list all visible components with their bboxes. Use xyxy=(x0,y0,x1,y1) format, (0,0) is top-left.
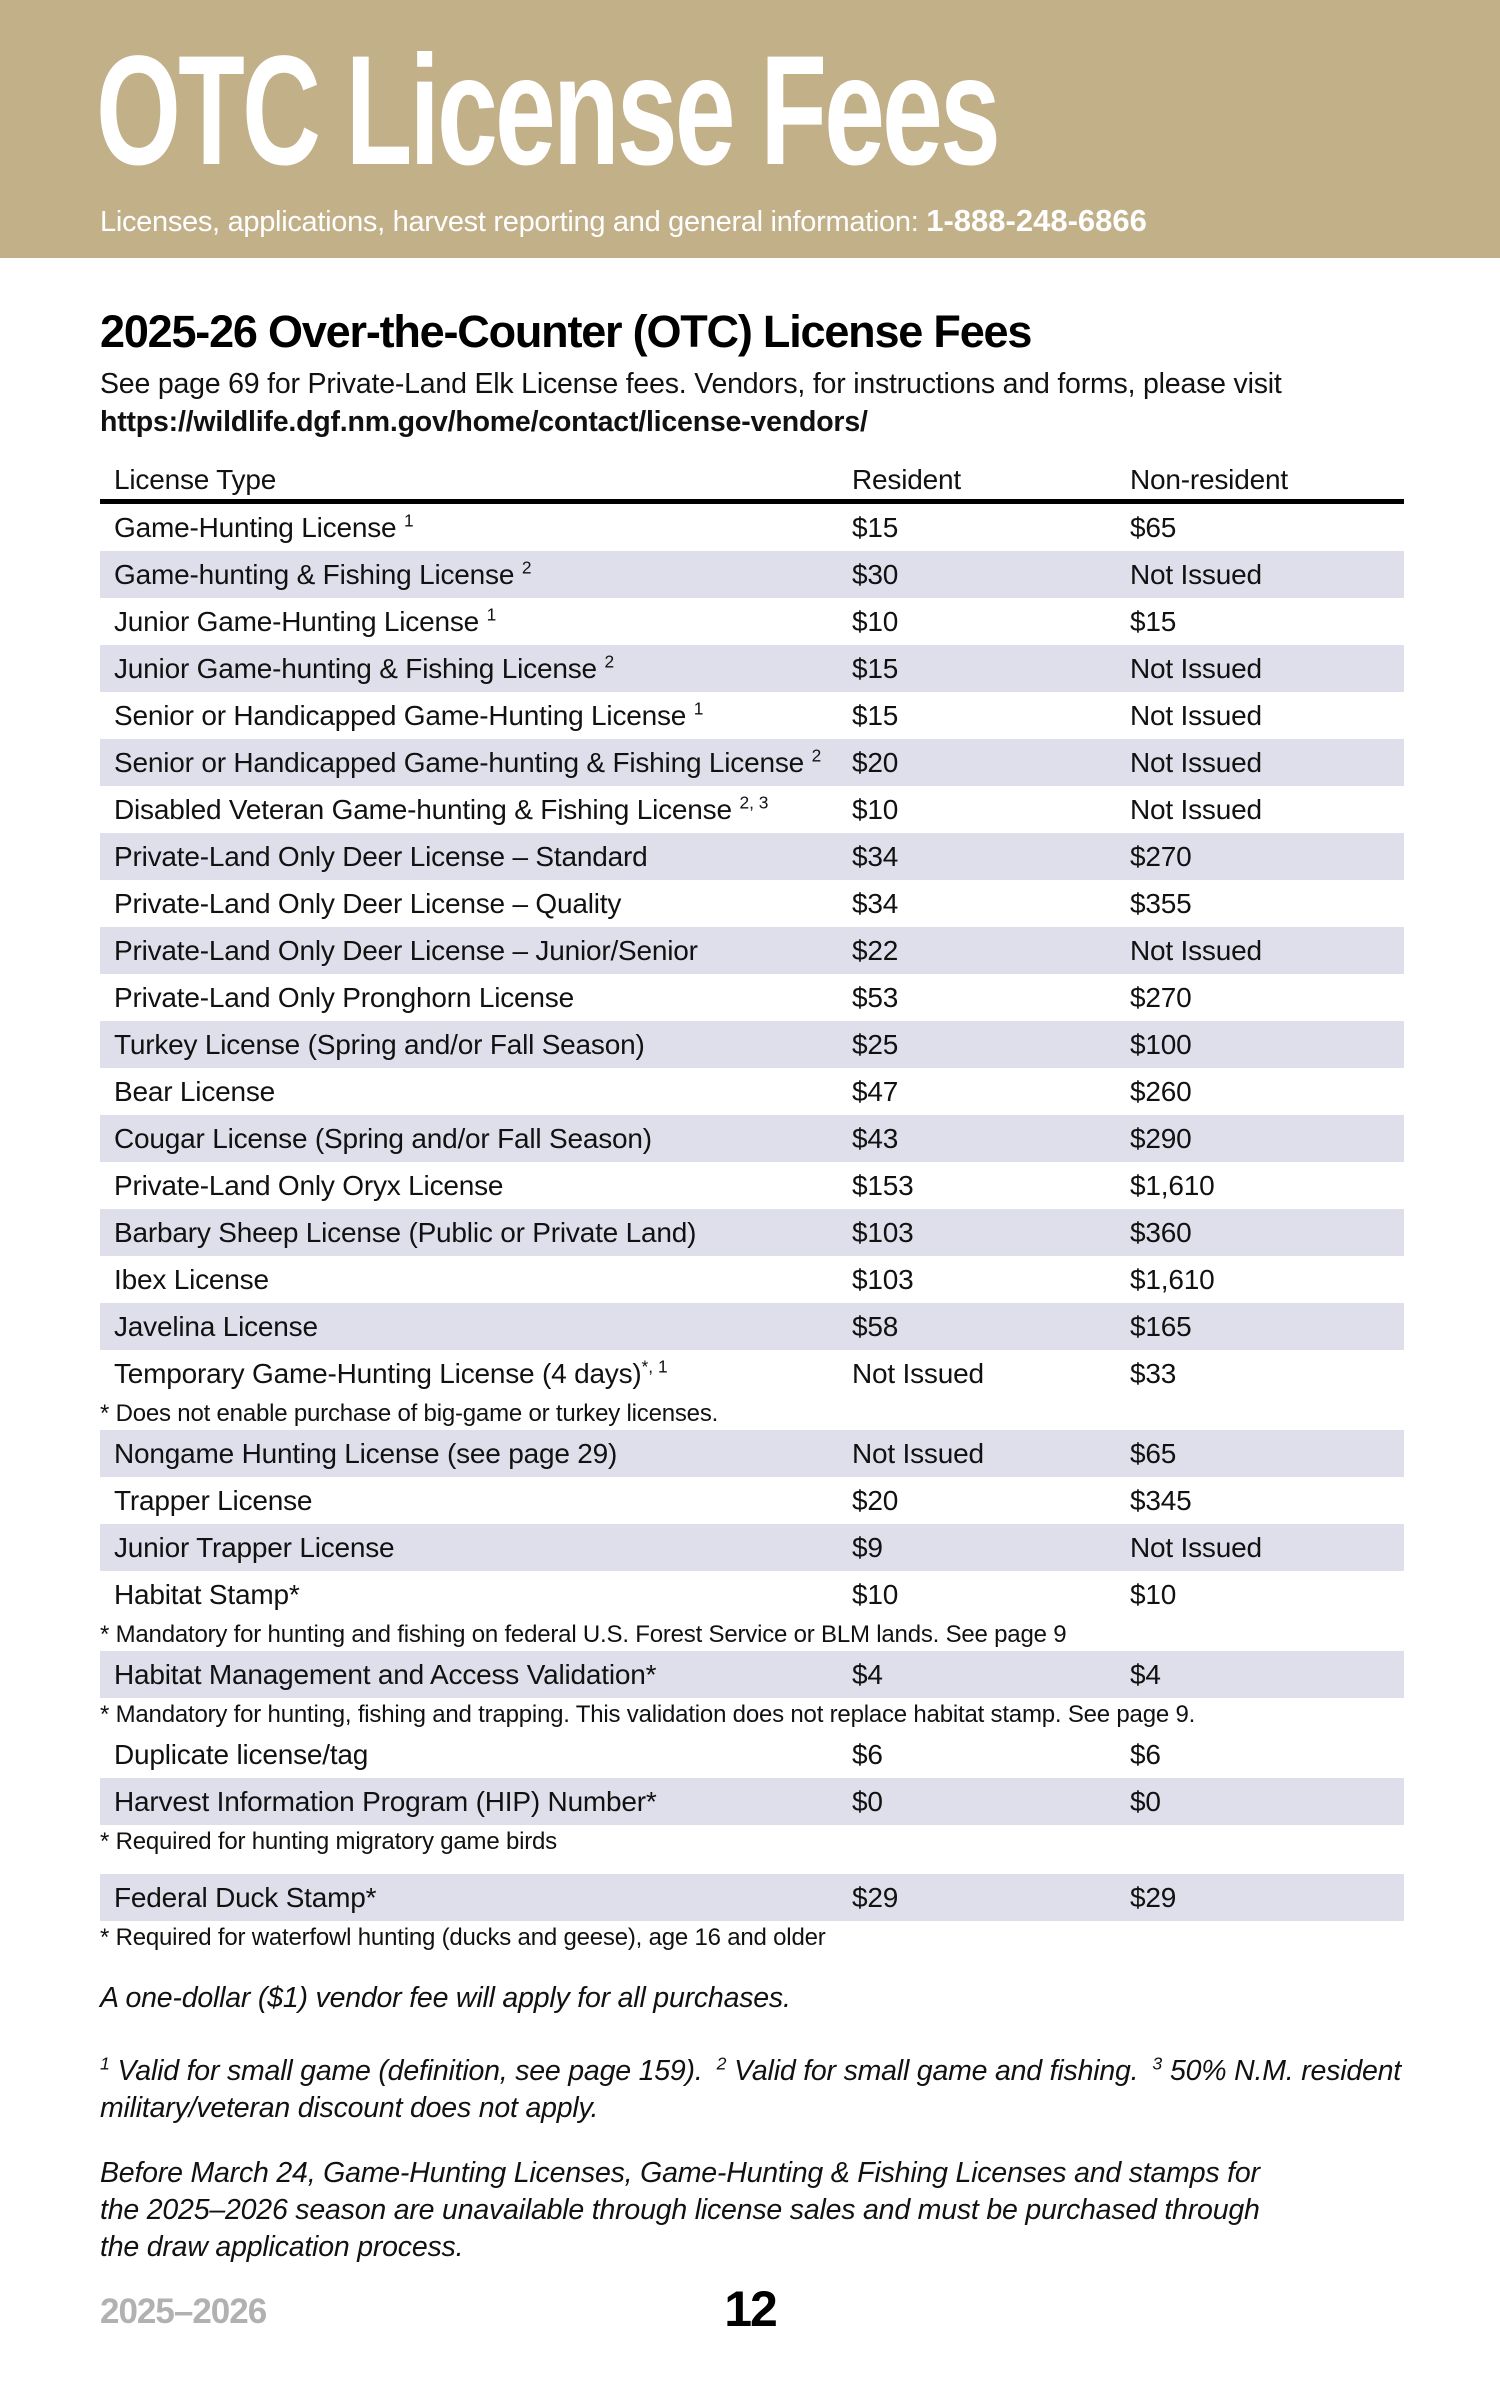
vendor-url-link[interactable]: https://wildlife.dgf.nm.gov/home/contact/license-vendors/ xyxy=(100,405,868,438)
nonresident-fee-cell: $65 xyxy=(1130,511,1177,543)
intro-paragraph xyxy=(100,366,1410,441)
nonresident-fee-cell: $165 xyxy=(1130,1310,1192,1342)
table-body xyxy=(100,504,1404,1954)
resident-fee-cell: $103 xyxy=(852,1263,914,1295)
license-type-cell: Game-Hunting License $^1$ xyxy=(114,510,414,543)
license-type-cell: Harvest Information Program (HIP) Number* xyxy=(114,1785,657,1817)
nonresident-fee-cell: $270 xyxy=(1130,981,1192,1013)
table-footnote: * Required for hunting migratory game birds xyxy=(100,1825,1404,1858)
nonresident-fee-cell: Not Issued xyxy=(1130,558,1262,590)
resident-fee-cell: $0 xyxy=(852,1785,883,1817)
resident-fee-cell: $10 xyxy=(852,605,899,637)
resident-fee-cell: $58 xyxy=(852,1310,899,1342)
footnote-marker: 2, 3 xyxy=(739,792,769,813)
nonresident-fee-cell: $15 xyxy=(1130,605,1177,637)
resident-fee-cell: $4 xyxy=(852,1658,883,1690)
nonresident-fee-cell: $29 xyxy=(1130,1881,1177,1913)
nonresident-fee-cell: $270 xyxy=(1130,840,1192,872)
resident-fee-cell: $153 xyxy=(852,1169,914,1201)
table-row xyxy=(100,1651,1404,1698)
resident-fee-cell: $30 xyxy=(852,558,899,590)
table-row xyxy=(100,1778,1404,1825)
table-row xyxy=(100,1430,1404,1477)
nonresident-fee-cell: Not Issued xyxy=(1130,934,1262,966)
nonresident-fee-cell: Not Issued xyxy=(1130,699,1262,731)
footnote-marker: 1 xyxy=(486,604,497,625)
nonresident-fee-cell: Not Issued xyxy=(1130,652,1262,684)
nonresident-fee-cell: $100 xyxy=(1130,1028,1192,1060)
resident-fee-cell: $15 xyxy=(852,652,899,684)
resident-fee-cell: $15 xyxy=(852,699,899,731)
license-type-cell: Habitat Management and Access Validation* xyxy=(114,1658,657,1690)
page-number: 12 xyxy=(724,2281,776,2337)
table-row xyxy=(100,1303,1404,1350)
license-type-cell: Game-hunting & Fishing License $^2$ xyxy=(114,557,532,590)
footnote-marker: 2 xyxy=(716,2053,727,2074)
resident-fee-cell: $10 xyxy=(852,793,899,825)
license-type-cell: Private-Land Only Deer License – Junior/Senior xyxy=(114,934,698,966)
resident-fee-cell: $34 xyxy=(852,887,899,919)
license-type-cell: Senior or Handicapped Game-Hunting License $^1$ xyxy=(114,698,704,731)
nonresident-fee-cell: $33 xyxy=(1130,1357,1177,1389)
resident-fee-cell: $10 xyxy=(852,1578,899,1610)
table-row xyxy=(100,1068,1404,1115)
table-row xyxy=(100,598,1404,645)
table-row xyxy=(100,1209,1404,1256)
table-row xyxy=(100,1571,1404,1618)
page-title: OTC License Fees xyxy=(96,24,998,198)
license-type-cell: Ibex License xyxy=(114,1263,269,1295)
license-type-cell: Trapper License xyxy=(114,1484,313,1516)
section-heading: 2025-26 Over-the-Counter (OTC) License Fees xyxy=(100,306,1032,357)
resident-fee-cell: $20 xyxy=(852,1484,899,1516)
nonresident-fee-cell: Not Issued xyxy=(1130,746,1262,778)
footnote-marker: 1 xyxy=(100,2053,110,2074)
license-type-cell: Nongame Hunting License (see page 29) xyxy=(114,1437,618,1469)
license-type-cell: Cougar License (Spring and/or Fall Season) xyxy=(114,1122,652,1154)
resident-fee-cell: $29 xyxy=(852,1881,899,1913)
nonresident-fee-cell: $355 xyxy=(1130,887,1192,919)
column-header-resident: Resident xyxy=(852,464,961,496)
footnote-marker: 1 xyxy=(403,510,414,531)
nonresident-fee-cell: $360 xyxy=(1130,1216,1192,1248)
nonresident-fee-cell: $0 xyxy=(1130,1785,1161,1817)
license-type-cell: Private-Land Only Pronghorn License xyxy=(114,981,574,1013)
license-type-cell: Junior Trapper License xyxy=(114,1531,395,1563)
table-footnote: * Mandatory for hunting and fishing on federal U.S. Forest Service or BLM lands. See page 9 xyxy=(100,1618,1404,1651)
resident-fee-cell: $103 xyxy=(852,1216,914,1248)
resident-fee-cell: $34 xyxy=(852,840,899,872)
license-type-cell: Javelina License xyxy=(114,1310,318,1342)
license-type-cell: Duplicate license/tag xyxy=(114,1738,369,1770)
license-type-cell: Bear License xyxy=(114,1075,276,1107)
nonresident-fee-cell: Not Issued xyxy=(1130,793,1262,825)
nonresident-fee-cell: $260 xyxy=(1130,1075,1192,1107)
table-row xyxy=(100,1162,1404,1209)
license-type-cell: Disabled Veteran Game-hunting & Fishing License $^{2, 3}$ xyxy=(114,792,769,825)
column-header-license-type: License Type xyxy=(114,464,277,496)
resident-fee-cell: $43 xyxy=(852,1122,899,1154)
resident-fee-cell: Not Issued xyxy=(852,1437,984,1469)
table-row xyxy=(100,1874,1404,1921)
draw-application-note: Before March 24, Game-Hunting Licenses, Game-Hunting & Fishing Licenses and stamps for the 2025–2026 season are unavailable through license sales and must be purchased through the draw application process. xyxy=(100,2157,1260,2264)
table-row xyxy=(100,504,1404,551)
resident-fee-cell: Not Issued xyxy=(852,1357,984,1389)
resident-fee-cell: $53 xyxy=(852,981,899,1013)
license-type-cell: Junior Game-hunting & Fishing License $^2$ xyxy=(114,651,615,684)
table-row xyxy=(100,1256,1404,1303)
resident-fee-cell: $15 xyxy=(852,511,899,543)
license-type-cell: Private-Land Only Deer License – Standard xyxy=(114,840,648,872)
table-row xyxy=(100,1524,1404,1571)
table-row xyxy=(100,1021,1404,1068)
table-footnote: * Does not enable purchase of big-game or turkey licenses. xyxy=(100,1397,1404,1430)
license-type-cell: Barbary Sheep License (Public or Private Land) xyxy=(114,1216,697,1248)
table-row xyxy=(100,974,1404,1021)
resident-fee-cell: $20 xyxy=(852,746,899,778)
intro-text: See page 69 for Private-Land Elk License fees. Vendors, for instructions and forms, please visit xyxy=(100,368,1282,400)
license-type-cell: Federal Duck Stamp* xyxy=(114,1881,377,1913)
fees-table xyxy=(100,461,1404,1954)
license-type-cell: Private-Land Only Oryx License xyxy=(114,1169,504,1201)
license-type-cell: Private-Land Only Deer License – Quality xyxy=(114,887,622,919)
table-row xyxy=(100,692,1404,739)
phone-number: 1-888-248-6866 xyxy=(926,203,1147,238)
footnote-marker: *, 1 xyxy=(641,1356,668,1377)
nonresident-fee-cell: $10 xyxy=(1130,1578,1177,1610)
footnote-marker: 2 xyxy=(521,557,532,578)
table-row xyxy=(100,551,1404,598)
license-type-cell: Temporary Game-Hunting License (4 days)$^{*, 1}$ xyxy=(114,1356,668,1389)
resident-fee-cell: $22 xyxy=(852,934,899,966)
nonresident-fee-cell: $6 xyxy=(1130,1738,1161,1770)
footnote-marker: 2 xyxy=(604,651,615,672)
vendor-fee-note: A one-dollar ($1) vendor fee will apply for all purchases. xyxy=(100,1982,791,2015)
table-row xyxy=(100,739,1404,786)
footnote-marker: 1 xyxy=(693,698,704,719)
numbered-footnotes: $^1$ Valid for small game (definition, see page 159). $^2$ Valid for small game and fishing. $^3$ 50% N.M. resident military/veteran discount does not apply. xyxy=(100,2053,1401,2125)
resident-fee-cell: $6 xyxy=(852,1738,883,1770)
table-footnote: * Required for waterfowl hunting (ducks and geese), age 16 and older xyxy=(100,1921,1404,1954)
column-header-nonresident: Non-resident xyxy=(1130,464,1288,496)
nonresident-fee-cell: $4 xyxy=(1130,1658,1161,1690)
nonresident-fee-cell: $1,610 xyxy=(1130,1263,1215,1295)
table-header-row xyxy=(100,461,1404,499)
resident-fee-cell: $25 xyxy=(852,1028,899,1060)
nonresident-fee-cell: $1,610 xyxy=(1130,1169,1215,1201)
main-content xyxy=(100,306,1410,2267)
header-band xyxy=(0,0,1500,258)
table-footnote: * Mandatory for hunting, fishing and trapping. This validation does not replace habitat stamp. See page 9. xyxy=(100,1698,1404,1731)
table-row xyxy=(100,1350,1404,1397)
nonresident-fee-cell: Not Issued xyxy=(1130,1531,1262,1563)
license-type-cell: Senior or Handicapped Game-hunting & Fishing License $^2$ xyxy=(114,745,822,778)
table-row xyxy=(100,927,1404,974)
footnote-marker: 2 xyxy=(811,745,822,766)
table-row xyxy=(100,786,1404,833)
license-type-cell: Habitat Stamp* xyxy=(114,1578,300,1610)
footnote-marker: 3 xyxy=(1152,2053,1163,2074)
table-row xyxy=(100,833,1404,880)
license-type-cell: Junior Game-Hunting License $^1$ xyxy=(114,604,497,637)
resident-fee-cell: $9 xyxy=(852,1531,883,1563)
nonresident-fee-cell: $345 xyxy=(1130,1484,1192,1516)
footer-season: 2025–2026 xyxy=(100,2292,267,2331)
table-row xyxy=(100,1731,1404,1778)
nonresident-fee-cell: $290 xyxy=(1130,1122,1192,1154)
nonresident-fee-cell: $65 xyxy=(1130,1437,1177,1469)
subtitle-text: Licenses, applications, harvest reporting and general information: xyxy=(100,206,927,238)
resident-fee-cell: $47 xyxy=(852,1075,899,1107)
table-row xyxy=(100,880,1404,927)
page-subtitle xyxy=(100,203,1500,239)
license-type-cell: Turkey License (Spring and/or Fall Season) xyxy=(114,1028,645,1060)
table-row xyxy=(100,1115,1404,1162)
table-row xyxy=(100,1477,1404,1524)
table-row xyxy=(100,645,1404,692)
